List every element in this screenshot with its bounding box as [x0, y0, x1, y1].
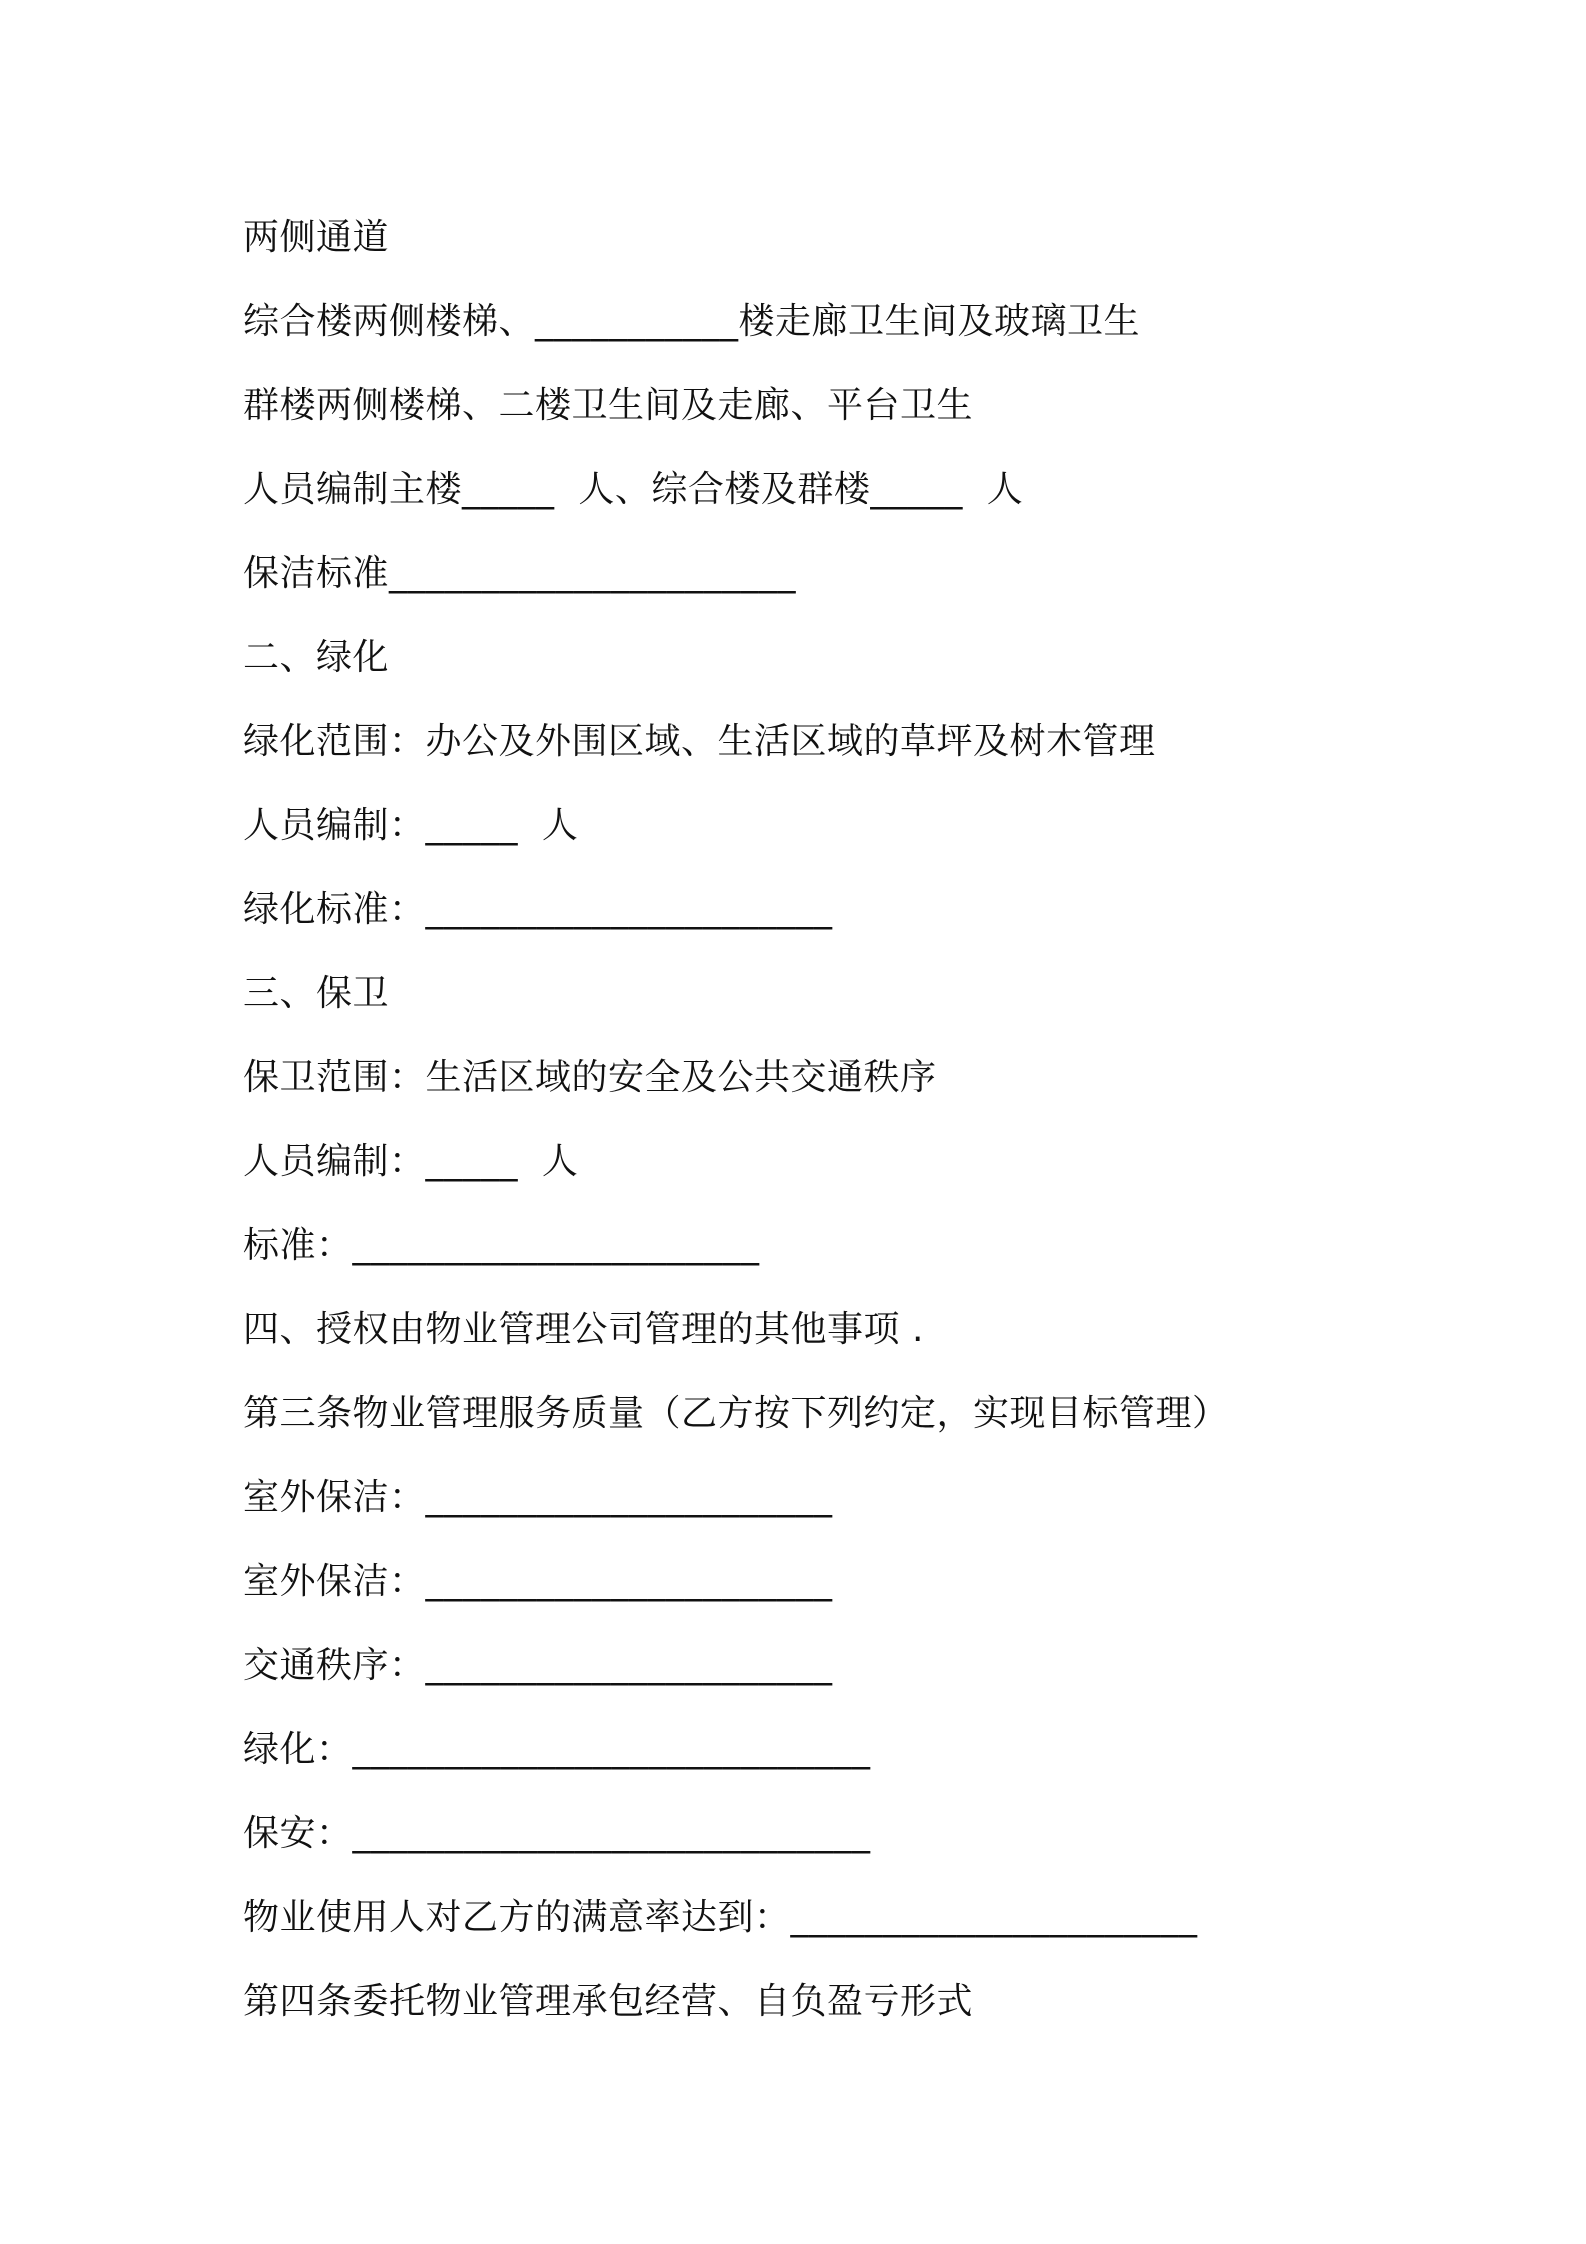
text-line-8: 人员编制：_____ 人: [243, 805, 579, 846]
article-3-heading: 第三条物业管理服务质量（乙方按下列约定，实现目标管理）: [243, 1393, 1229, 1434]
text-line-5: 保洁标准______________________: [243, 553, 797, 594]
document-body: [243, 196, 1393, 2044]
text-line-18: 交通秩序：______________________: [243, 1645, 833, 1686]
text-line-9: 绿化标准：______________________: [243, 889, 833, 930]
text-line-19: 绿化：____________________________: [243, 1729, 871, 1770]
section-heading-security: 三、保卫: [243, 973, 390, 1014]
text-line-20: 保安：____________________________: [243, 1813, 871, 1854]
article-4-heading: 第四条委托物业管理承包经营、自负盈亏形式: [243, 1981, 974, 2022]
text-line-11: 保卫范围：生活区域的安全及公共交通秩序: [243, 1057, 937, 1098]
text-line-17: 室外保洁：______________________: [243, 1561, 833, 1602]
text-line-21: 物业使用人对乙方的满意率达到：______________________: [243, 1897, 1198, 1938]
text-line-16: 室外保洁：______________________: [243, 1477, 833, 1518]
section-heading-other-matters: 四、授权由物业管理公司管理的其他事项 .: [243, 1309, 924, 1350]
text-line-12: 人员编制：_____ 人: [243, 1141, 579, 1182]
text-line-1: 两侧通道: [243, 217, 390, 258]
text-line-4: 人员编制主楼_____ 人、综合楼及群楼_____ 人: [243, 469, 1024, 510]
text-line-13: 标准：______________________: [243, 1225, 760, 1266]
text-line-2: 综合楼两侧楼梯、___________楼走廊卫生间及玻璃卫生: [243, 301, 1141, 342]
text-line-3: 群楼两侧楼梯、二楼卫生间及走廊、平台卫生: [243, 385, 974, 426]
text-line-7: 绿化范围：办公及外围区域、生活区域的草坪及树木管理: [243, 721, 1156, 762]
section-heading-greening: 二、绿化: [243, 637, 390, 678]
